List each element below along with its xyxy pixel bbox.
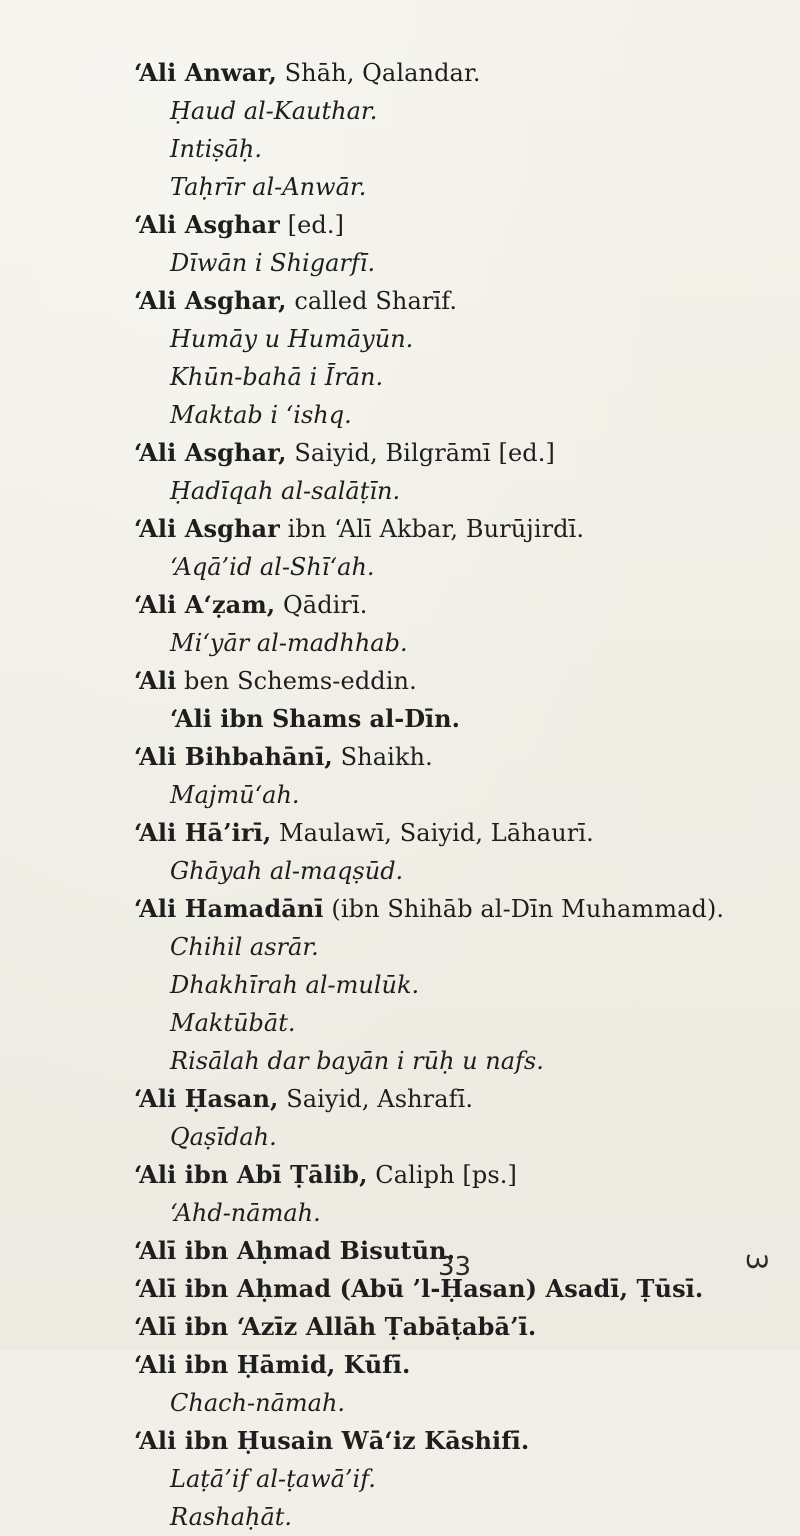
author-name: ‘Alī ibn ‘Azīz Allāh Ṭabāṭabā’ī. [134, 1312, 537, 1341]
entry-list [134, 54, 774, 1536]
work-title: Qaṣīdah. [170, 1123, 277, 1151]
catalog-entry [134, 1346, 774, 1422]
author-name: ‘Ali ibn Ḥāmid, Kūfī. [134, 1350, 411, 1379]
author-qualifier: ben Schems-eddin. [176, 667, 417, 695]
work-title: ‘Ahd-nāmah. [170, 1199, 321, 1227]
catalog-entry [134, 586, 774, 662]
catalog-entry [134, 510, 774, 586]
catalog-entry [134, 738, 774, 814]
author-heading [134, 434, 774, 472]
author-name: ‘Ali A‘ẓam, [134, 590, 276, 619]
author-name: ‘Ali Bihbahānī, [134, 742, 333, 771]
work-title: Laṭā’if al-ṭawā’if. [170, 1465, 376, 1493]
author-heading [134, 1080, 774, 1118]
work-title: Mi‘yār al-madhhab. [170, 629, 408, 657]
author-name: ‘Alī ibn Aḥmad (Abū ’l-Ḥasan) Asadī, Ṭūsī. [134, 1274, 704, 1303]
author-heading [134, 282, 774, 320]
author-qualifier: Caliph [ps.] [367, 1161, 517, 1189]
catalog-entry [134, 282, 774, 434]
author-heading [134, 1346, 774, 1384]
catalog-entry [134, 814, 774, 890]
catalog-entry [134, 662, 774, 738]
author-qualifier: Shaikh. [332, 743, 433, 771]
author-name: ‘Ali Asghar [134, 514, 280, 543]
author-name: ‘Ali [134, 666, 177, 695]
work-title: Intiṣāḥ. [170, 135, 262, 163]
catalog-entry [134, 1156, 774, 1232]
work-title: Chihil asrār. [170, 933, 319, 961]
author-heading [134, 54, 774, 92]
author-name: ‘Ali ibn Abī Ṭālib, [134, 1160, 368, 1189]
author-heading [134, 814, 774, 852]
work-title: Maktab i ‘ishq. [170, 401, 352, 429]
author-heading [134, 1308, 774, 1346]
work-title: Dīwān i Shigarfī. [170, 249, 376, 277]
author-heading [134, 890, 774, 928]
catalog-entry [134, 1422, 774, 1536]
author-qualifier: Saiyid, Bilgrāmī [ed.] [286, 439, 555, 467]
author-qualifier: (ibn Shihāb al-Dīn Muhammad). [323, 895, 725, 923]
work-title: Maktūbāt. [170, 1009, 296, 1037]
author-name: ‘Ali Ḥasan, [134, 1084, 279, 1113]
author-qualifier: Saiyid, Ashrafī. [278, 1085, 474, 1113]
work-title: Khūn-bahā i Īrān. [170, 363, 384, 391]
work-title: Majmū‘ah. [170, 781, 300, 809]
catalog-entry [134, 890, 774, 1080]
catalog-entry [134, 1308, 774, 1346]
work-title: Rashaḥāt. [170, 1503, 293, 1531]
author-heading [134, 510, 774, 548]
work-title: Ghāyah al-maqṣūd. [170, 857, 404, 885]
author-qualifier: Qādirī. [275, 591, 368, 619]
page-number: 33 [438, 1252, 472, 1282]
author-name: ‘Ali Anwar, [134, 58, 277, 87]
author-qualifier: called Sharīf. [286, 287, 458, 315]
author-name: ‘Ali Asghar, [134, 286, 287, 315]
author-qualifier: [ed.] [279, 211, 345, 239]
work-title: Dhakhīrah al-mulūk. [170, 971, 420, 999]
author-name: ‘Alī ibn Aḥmad Bisutūn. [134, 1236, 456, 1265]
author-qualifier: Maulawī, Saiyid, Lāhaurī. [271, 819, 594, 847]
author-heading [134, 662, 774, 700]
author-heading [134, 206, 774, 244]
catalog-entry [134, 434, 774, 510]
work-title: Ḥaud al-Kauthar. [170, 97, 378, 125]
author-heading [134, 586, 774, 624]
author-qualifier: Shāh, Qalandar. [276, 59, 481, 87]
work-title: Ḥadīqah al-salāṭīn. [170, 477, 401, 505]
author-name: ‘Ali Hamadānī [134, 894, 324, 923]
work-title: Humāy u Humāyūn. [170, 325, 414, 353]
author-heading [134, 1422, 774, 1460]
author-name: ‘Ali ibn Ḥusain Wā‘iz Kāshifī. [134, 1426, 530, 1455]
work-title: Risālah dar bayān i rūḥ u nafs. [170, 1047, 544, 1075]
edge-mark: 3 [740, 1252, 774, 1271]
work-title: Chach-nāmah. [170, 1389, 346, 1417]
author-qualifier: ibn ‘Alī Akbar, Burūjirdī. [279, 515, 585, 543]
author-heading [134, 1156, 774, 1194]
author-name: ‘Ali Asghar, [134, 438, 287, 467]
catalog-entry [134, 1080, 774, 1156]
author-name: ‘Ali Asghar [134, 210, 280, 239]
cross-reference: ‘Ali ibn Shams al-Dīn. [170, 704, 460, 733]
work-title: ‘Aqā’id al-Shī‘ah. [170, 553, 375, 581]
author-heading [134, 738, 774, 776]
catalog-entry [134, 206, 774, 282]
author-name: ‘Ali Hā’irī, [134, 818, 272, 847]
catalog-entry [134, 54, 774, 206]
work-title: Taḥrīr al-Anwār. [170, 173, 367, 201]
